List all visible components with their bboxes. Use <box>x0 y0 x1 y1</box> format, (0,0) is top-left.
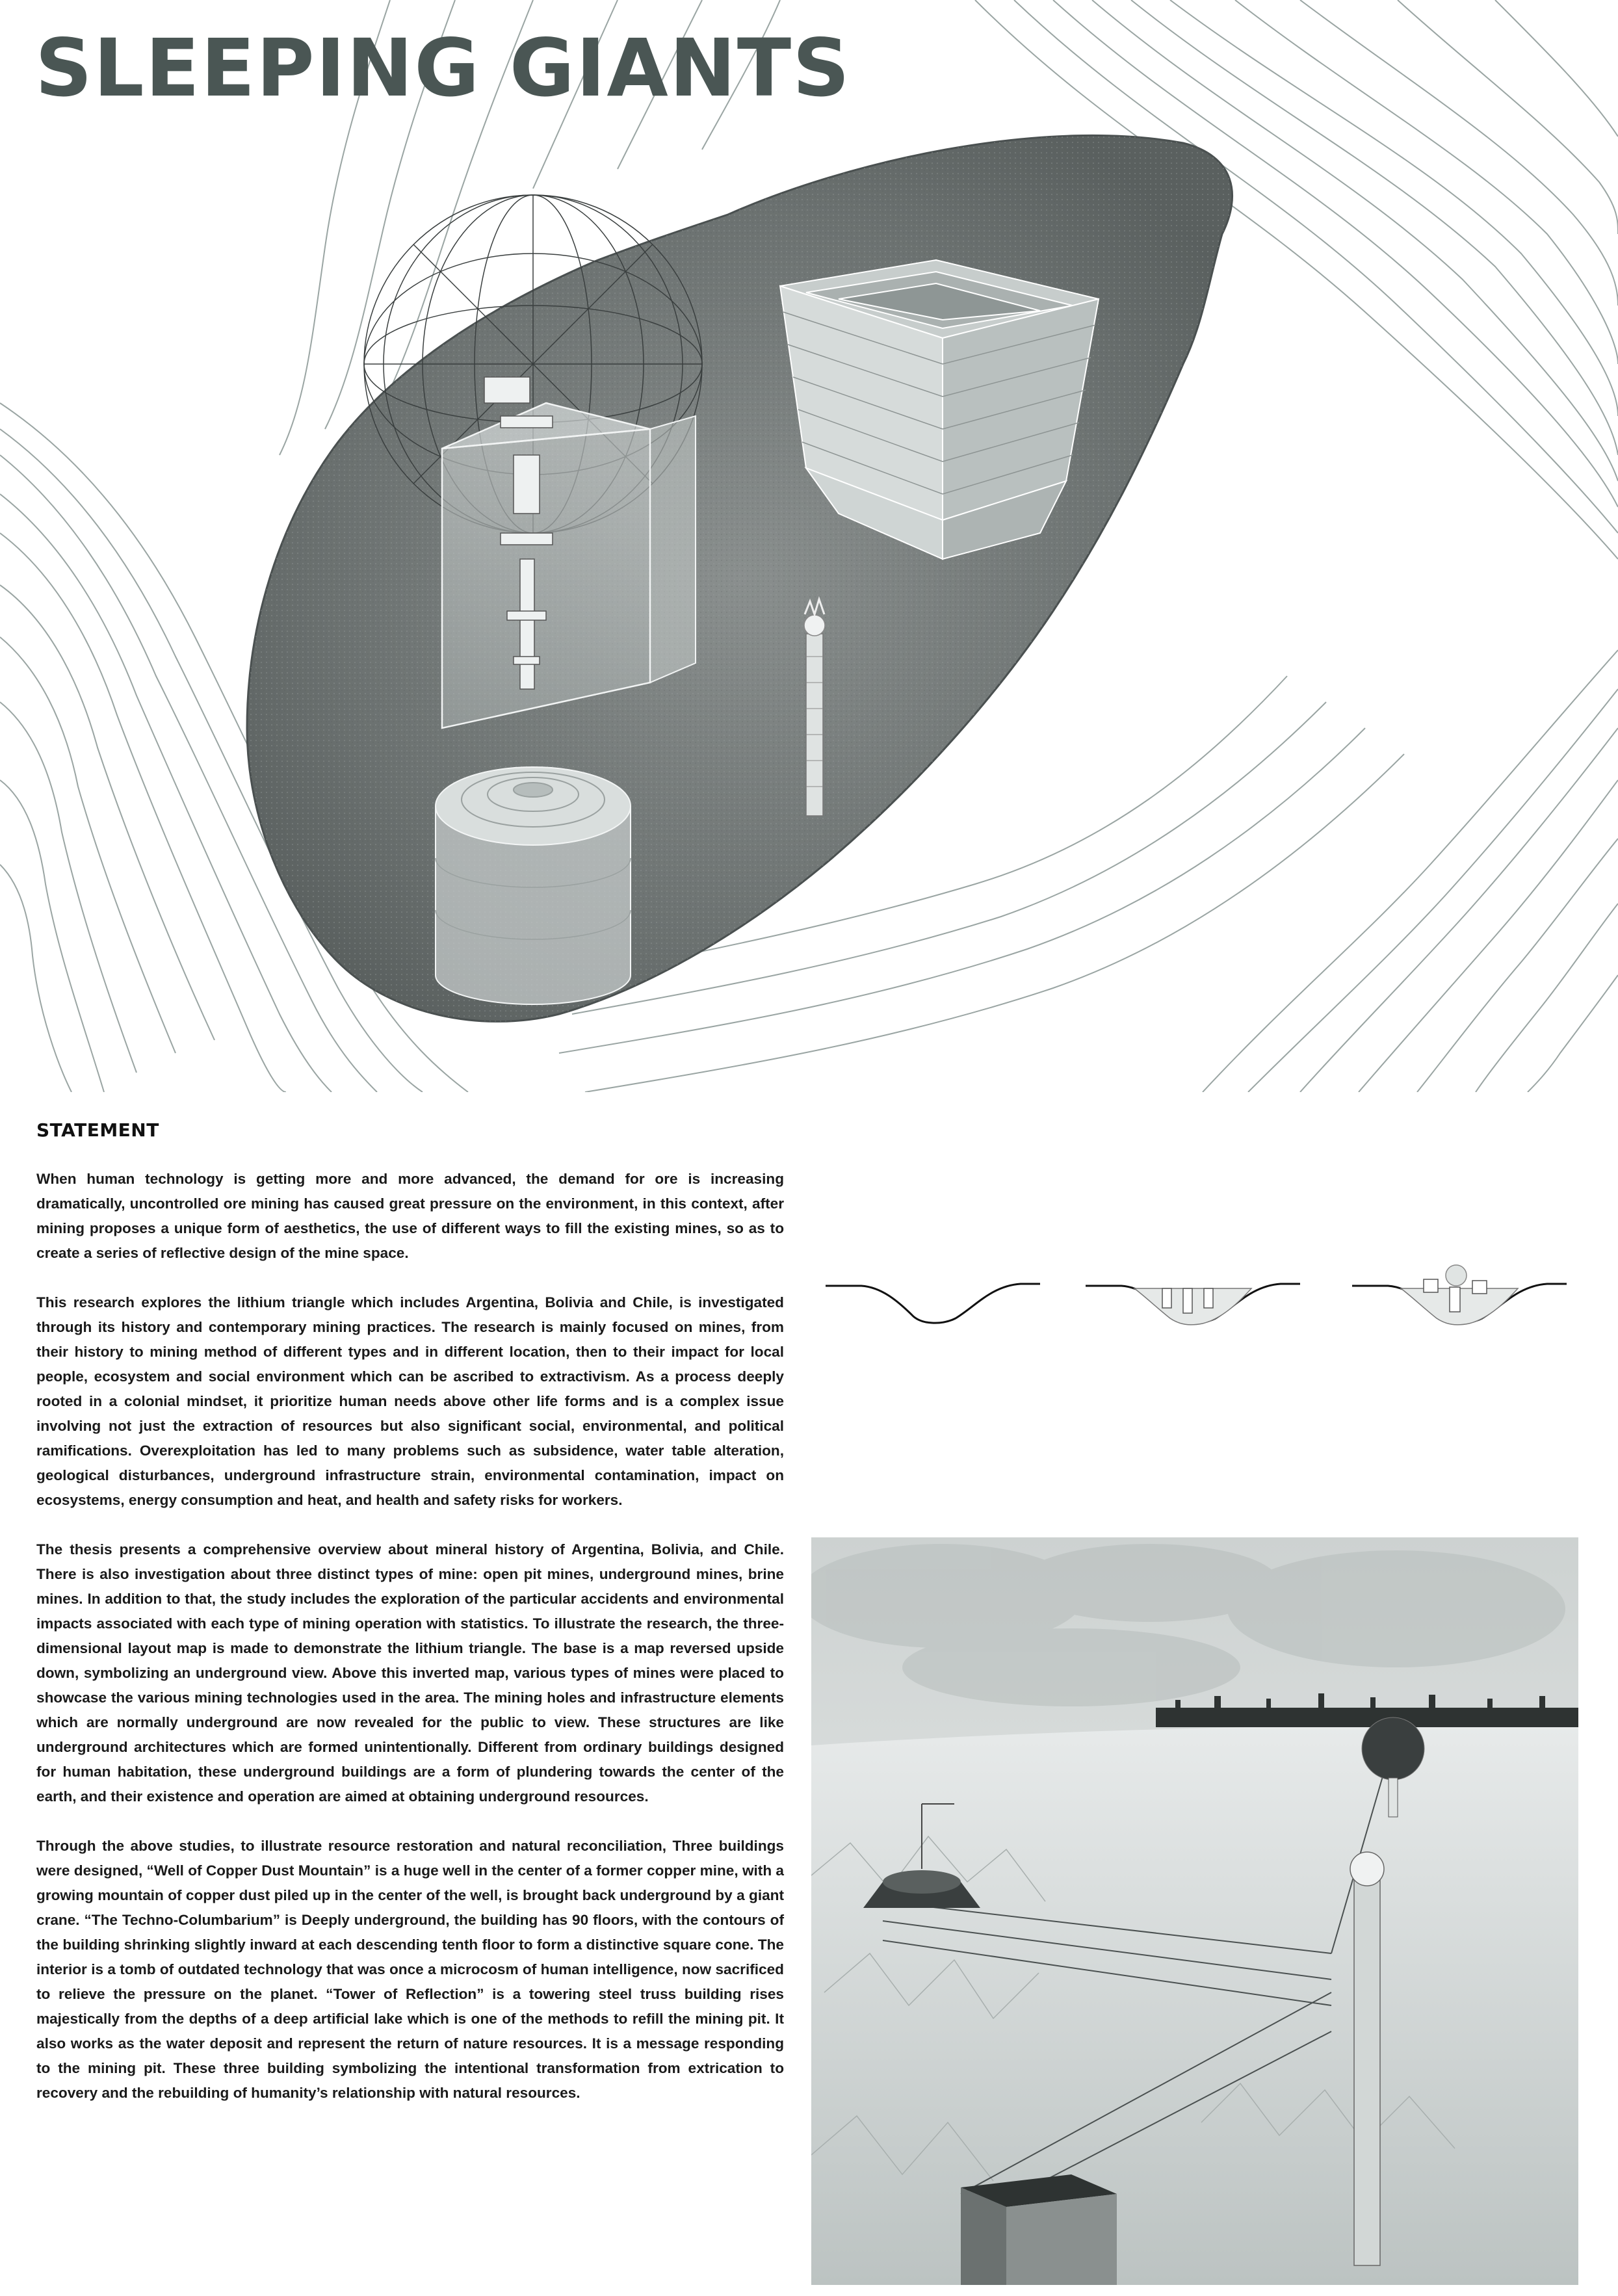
section-diagram-empty-pit <box>826 1284 1040 1323</box>
section-diagrams <box>826 1261 1567 1346</box>
hero-illustration <box>0 0 1618 1092</box>
statement-heading: STATEMENT <box>36 1119 159 1141</box>
perspective-rendering <box>811 1537 1578 2285</box>
page-title: SLEEPING GIANTS <box>35 22 851 114</box>
statement-body <box>36 1167 784 2130</box>
copper-dust-well <box>436 767 631 1004</box>
statement-paragraph: This research explores the lithium triangle which includes Argentina, Bolivia and Chile, is investigated through its history and contemporary mining practices. The research is mainly focused on mines, from their history to mining method of different types and in different location, then to their impact for local people, ecosystem and social environment which can be ascribed to extractivism. As a process deeply rooted in a colonial mindset, it prioritize human needs above other life forms and is a complex issue involving not just the extraction of resources but also significant social, environmental, and political ramifications. Overexploitation has led to many problems such as subsidence, water table alteration, geological disturbances, underground infrastructure strain, environmental contamination, impact on ecosystems, energy consumption and heat, and health and safety risks for workers. <box>36 1294 784 1508</box>
statement-paragraph: Through the above studies, to illustrate resource restoration and natural reconciliation, Three buildings were designed, “Well of Copper Dust Mountain” is a huge well in the center of a former copper mine, with a growing mountain of copper dust piled up in the center of the well, is brought back underground by a giant crane. “The Techno-Columbarium” is Deeply underground, the building has 90 floors, with the contours of the building shrinking slightly inward at each descending tenth floor to form a distinctive square cone. The interior is a tomb of outdated technology that was once a microcosm of human intelligence, now sacrificed to relieve the pressure on the planet. “Tower of Reflection” is a towering steel truss building rises majestically from the depths of a deep artificial lake which is one of the methods to refill the mining pit. It also works as the water deposit and represent the return of nature resources. It is a message responding to the mining pit. These three building symbolizing the intentional transformation from extrication to recovery and the rebuilding of humanity’s relationship with natural resources. <box>36 1838 784 2101</box>
section-diagram-full-fill <box>1352 1265 1567 1325</box>
pyramid-block <box>961 2174 1117 2285</box>
section-diagram-partial-fill <box>1086 1284 1300 1325</box>
column-structure <box>1350 1852 1384 2265</box>
statement-paragraph: The thesis presents a comprehensive overview about mineral history of Argentina, Bolivia, and Chile. There is also investigation about three distinct types of mine: open pit mines, underground mines, brine mines. In addition to that, the study includes the exploration of the particular accidents and environmental impacts associated with each type of mining operation with statistics. To illustrate the research, the three-dimensional layout map is made to demonstrate the lithium triangle. The base is a map reversed upside down, symbolizing an underground view. Above this inverted map, various types of mines were placed to showcase the various mining technologies used in the area. The mining holes and infrastructure elements which are normally underground are now revealed for the public to view. These structures are like underground architectures which are formed unintentionally. Different from ordinary buildings designed for human habitation, these underground buildings are a form of plundering towards the center of the earth, and their existence and operation are aimed at obtaining underground resources. <box>36 1541 784 1805</box>
statement-paragraph: When human technology is getting more and more advanced, the demand for ore is increasing dramatically, uncontrolled ore mining has caused great pressure on the environment, in this context, after mining proposes a unique form of aesthetics, the use of different ways to fill the existing mines, so as to create a series of reflective design of the mine space. <box>36 1171 784 1261</box>
reflection-tower <box>804 599 825 816</box>
